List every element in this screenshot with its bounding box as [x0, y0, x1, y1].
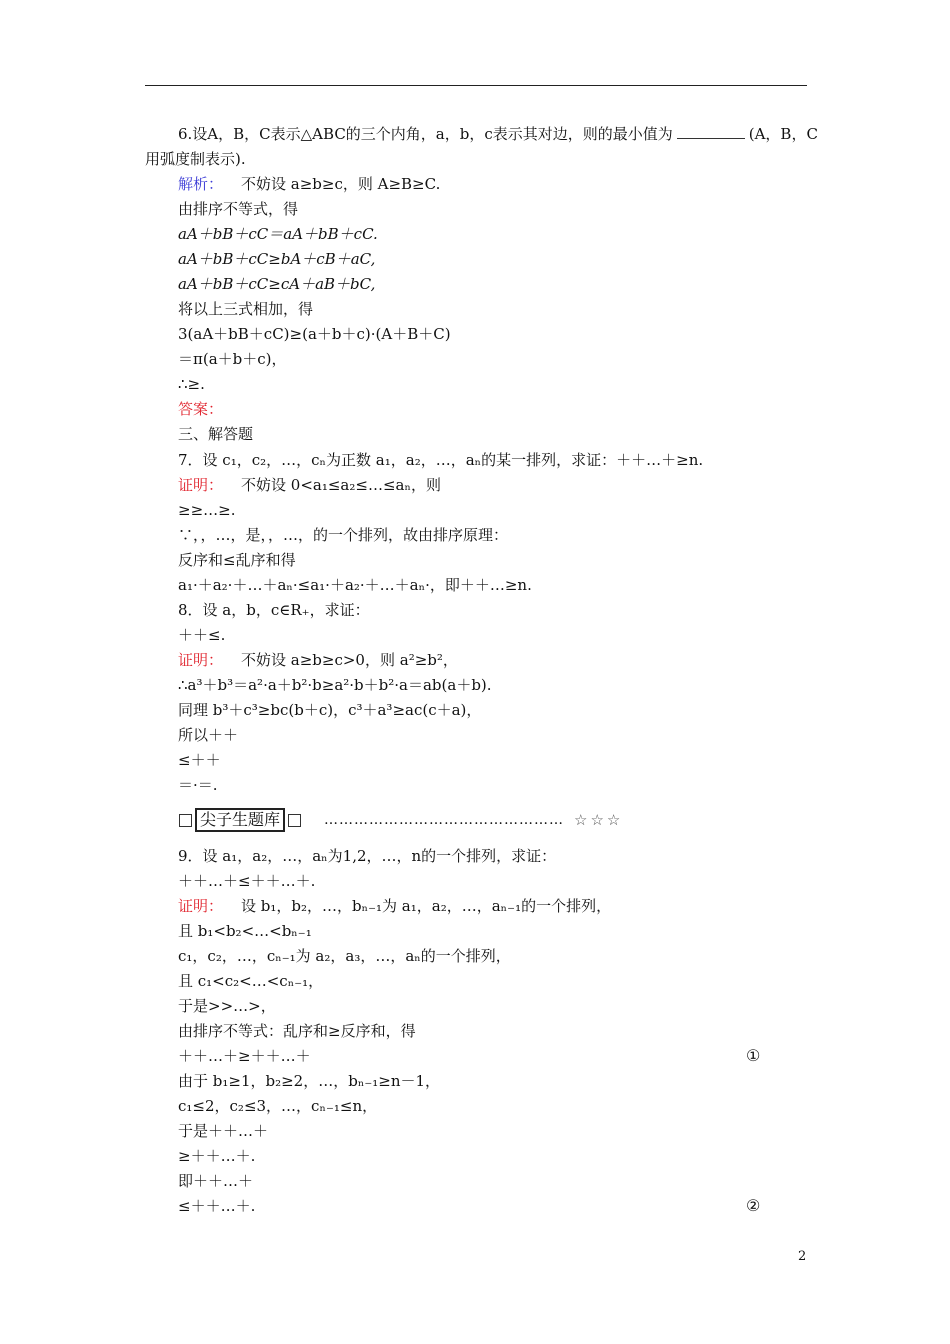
q6-line1: [178, 124, 818, 144]
star-rating-icon: ☆☆☆: [574, 811, 624, 829]
proof-line: ＝·＝.: [178, 776, 218, 794]
solution-line: aA＋bB＋cC＝aA＋bB＋cC.: [178, 225, 378, 243]
q6-stem-suffix: (A，B，C: [748, 125, 818, 143]
proof-text: 设 b₁，b₂，…，bₙ₋₁为 a₁，a₂，…，aₙ₋₁的一个排列，: [241, 897, 612, 915]
q9-stem-formula: ＋＋…＋≤＋＋…＋.: [178, 872, 316, 890]
solution-line: 3(aA＋bB＋cC)≥(a＋b＋c)·(A＋B＋C): [178, 325, 451, 343]
proof-line: 由于 b₁≥1，b₂≥2，…，bₙ₋₁≥n－1，: [178, 1072, 441, 1090]
solution-text: 不妨设 a≥b≥c，则 A≥B≥C.: [241, 175, 441, 193]
proof-text: 不妨设 0<a₁≤a₂≤…≤aₙ，则: [241, 476, 441, 494]
proof-line: ∴a³＋b³＝a²·a＋b²·b≥a²·b＋b²·a＝ab(a＋b).: [178, 676, 492, 694]
proof-text: 不妨设 a≥b≥c>0，则 a²≥b²，: [241, 651, 458, 669]
proof-line: ≤＋＋…＋.: [178, 1197, 256, 1215]
proof-line: ≤＋＋: [178, 751, 221, 769]
header-rule: [145, 85, 807, 86]
equation-mark-2: ②: [746, 1196, 761, 1215]
proof-line: 于是>>…>，: [178, 997, 276, 1015]
proof-line: 且 b₁<b₂<…<bₙ₋₁: [178, 922, 312, 940]
q6-stem-text: 6.设A，B，C表示△ABC的三个内角，a，b，c表示其对边，则的最小值为: [178, 125, 673, 143]
proof-line: 即＋＋…＋: [178, 1172, 254, 1190]
equation-mark-1: ①: [746, 1046, 761, 1065]
proof-line: 反序和≤乱序和得: [178, 551, 296, 569]
solution-line: aA＋bB＋cC≥bA＋cB＋aC,: [178, 250, 376, 268]
proof-label: 证明：: [178, 651, 224, 669]
proof-line: c₁≤2，c₂≤3，…，cₙ₋₁≤n，: [178, 1097, 378, 1115]
proof-line: 所以＋＋: [178, 726, 239, 744]
q8-proof-line: [178, 650, 458, 670]
proof-line: ∵，，…，是，，…，的一个排列，故由排序原理：: [178, 526, 509, 544]
solution-line: ∴≥.: [178, 375, 205, 393]
answer-label: 答案：: [178, 400, 224, 418]
q7-proof-line: [178, 475, 441, 495]
box-icon: [179, 814, 192, 827]
solution-line: ＝π(a＋b＋c)，: [178, 350, 287, 368]
proof-line: 由排序不等式：乱序和≥反序和，得: [178, 1022, 416, 1040]
answer-blank: [677, 124, 745, 139]
proof-line: 同理 b³＋c³≥bc(b＋c)，c³＋a³≥ac(c＋a)，: [178, 701, 482, 719]
q8-stem: 8．设 a，b，c∈R₊，求证：: [178, 601, 370, 619]
proof-line: 且 c₁<c₂<…<cₙ₋₁，: [178, 972, 324, 990]
box-icon: [288, 814, 301, 827]
q8-stem-formula: ＋＋≤.: [178, 626, 226, 644]
solution-label: 解析：: [178, 175, 224, 193]
q9-stem: 9．设 a₁，a₂，…，aₙ为1,2，…，n的一个排列，求证：: [178, 847, 557, 865]
q6-line2: 用弧度制表示).: [145, 150, 246, 168]
solution-line: 由排序不等式，得: [178, 200, 299, 218]
q7-stem: 7．设 c₁，c₂，…，cₙ为正数 a₁，a₂，…，aₙ的某一排列，求证：＋＋…＋≥n.: [178, 451, 704, 469]
solution-line: aA＋bB＋cC≥cA＋aB＋bC,: [178, 275, 376, 293]
proof-line: ≥＋＋…＋.: [178, 1147, 256, 1165]
proof-line: ≥≥…≥.: [178, 501, 236, 519]
solution-line: 将以上三式相加，得: [178, 300, 314, 318]
q6-solution-line: [178, 174, 440, 194]
bank-title: 尖子生题库: [195, 808, 285, 832]
proof-line: 于是＋＋…＋: [178, 1122, 269, 1140]
q9-proof-line: [178, 896, 611, 916]
proof-label: 证明：: [178, 476, 224, 494]
section-heading: 三、解答题: [178, 425, 254, 443]
dotted-leader: …………………………………………: [324, 812, 565, 828]
proof-line: c₁，c₂，…，cₙ₋₁为 a₂，a₃，…，aₙ的一个排列，: [178, 947, 511, 965]
page-number: 2: [798, 1249, 807, 1264]
question-bank-banner: [176, 808, 623, 832]
proof-line: ＋＋…＋≥＋＋…＋: [178, 1047, 311, 1065]
proof-label: 证明：: [178, 897, 224, 915]
proof-line: a₁·＋a₂·＋…＋aₙ·≤a₁·＋a₂·＋…＋aₙ·，即＋＋…≥n.: [178, 576, 532, 594]
